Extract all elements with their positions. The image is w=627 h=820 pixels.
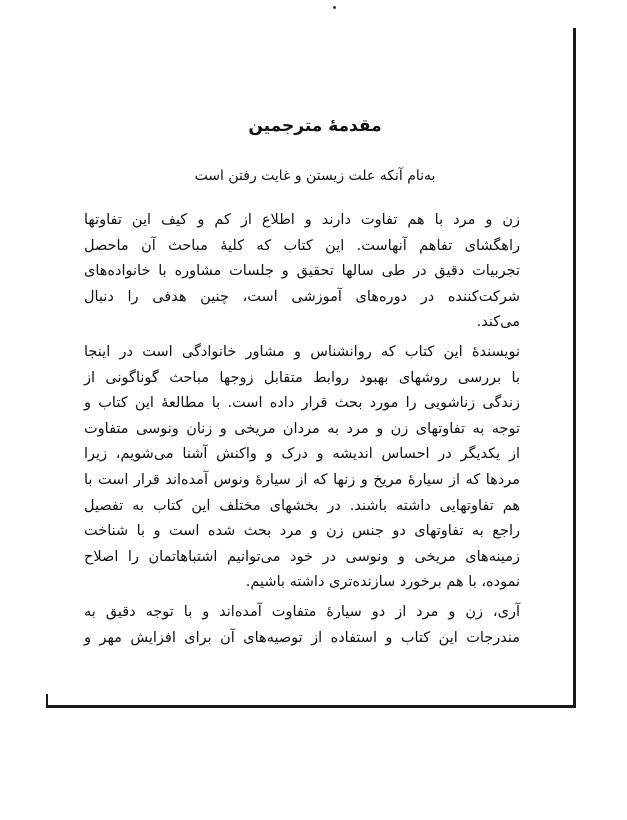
text-line: آری، زن و مرد از دو سیارهٔ متفاوت آمده‌اند و با توجه دقیق به bbox=[84, 603, 520, 620]
frame-corner-mark bbox=[46, 694, 48, 708]
text-line: نموده، با هم برخورد سازنده‌تری داشته باشیم. bbox=[245, 574, 520, 591]
text-line: توجه به تفاوتهای زن و مرد به مردان مریخی و زنان ونوسی متفاوت bbox=[84, 420, 520, 437]
paragraph-2 bbox=[84, 340, 520, 596]
text-line: هم تفاوتهایی داشته باشند. در بخشهای مختلف این کتاب به تفصیل bbox=[84, 497, 520, 514]
page-title: مقدمهٔ مترجمین bbox=[248, 116, 382, 136]
text-line: تجربیات دقیق در طی سالها تحقیق و جلسات مشاوره با خانواده‌های bbox=[84, 263, 520, 280]
text-line: نویسندهٔ این کتاب که روانشناس و مشاور خانوادگی است در اینجا bbox=[84, 343, 520, 360]
scan-speck bbox=[333, 6, 336, 9]
body-text bbox=[84, 208, 520, 651]
text-line: از یکدیگر در احساس اندیشه و درک و واکنش آشنا می‌شویم، زیرا bbox=[84, 446, 520, 463]
text-line: راجع به تفاوتهای دو جنس زن و مرد بحث شده است و با شناخت bbox=[84, 523, 520, 540]
text-line: راهگشای تفاهم آنهاست. این کتاب که کلیهٔ مباحث آن ماحصل bbox=[84, 237, 520, 254]
frame-bottom-border bbox=[46, 705, 576, 708]
page-subtitle: به‌نام آنکه علت زیستن و غایت رفتن است bbox=[194, 168, 436, 184]
text-line: مندرجات این کتاب و استفاده از توصیه‌های آن برای افزایش مهر و bbox=[84, 629, 520, 646]
text-line: می‌کند. bbox=[476, 314, 520, 331]
text-line: زندگی زناشویی را مورد بحث قرار داده است. با مطالعهٔ این کتاب و bbox=[84, 395, 520, 412]
text-line: شرکت‌کننده در دوره‌های آموزشی است، چنین هدفی را دنبال bbox=[84, 288, 520, 305]
paragraph-1 bbox=[84, 208, 520, 336]
paragraph-3 bbox=[84, 600, 520, 651]
text-line: زمینه‌های مریخی و ونوسی در خود می‌توانیم اشتباهاتمان را اصلاح bbox=[84, 548, 520, 565]
text-line: با بررسی روشهای بهبود روابط متقابل زوجها مباحث گوناگونی از bbox=[84, 369, 520, 386]
text-line: مردها که از سیارهٔ مریخ و زنها که از سیارهٔ ونوس آمده‌اند قرار است با bbox=[84, 471, 520, 488]
text-line: زن و مرد با هم تفاوت دارند و اطلاع از کم و کیف این تفاوتها bbox=[84, 212, 520, 228]
frame-right-border bbox=[573, 28, 576, 708]
